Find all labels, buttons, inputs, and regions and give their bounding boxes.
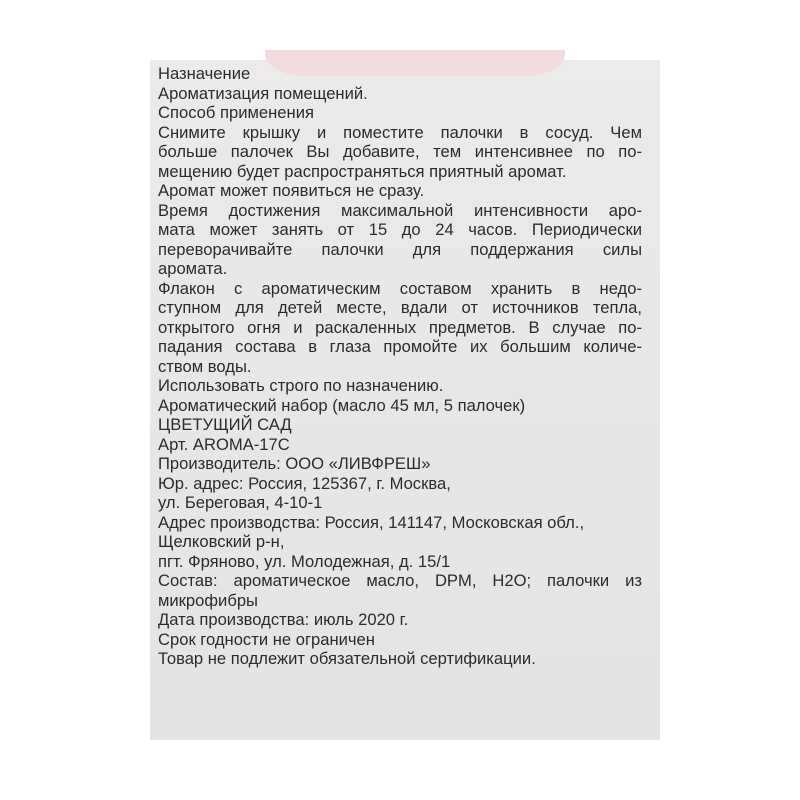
label-line: Время достижения максимальной интенсивности аро-	[158, 200, 642, 220]
label-line: Аромат может появиться не сразу.	[158, 181, 425, 200]
label-line: мата может занять от 15 до 24 часов. Периодически	[158, 220, 642, 239]
label-line: Состав: ароматическое масло, DPM, H2O; палочки из	[158, 571, 642, 590]
label-line: Срок годности не ограничен	[158, 629, 375, 649]
label-line: Товар не подлежит обязательной сертификации.	[158, 649, 536, 668]
label-line: Снимите крышку и поместите палочки в сосуд. Чем	[158, 122, 642, 142]
label-line: микрофибры	[158, 590, 258, 610]
label-line: Флакон с ароматическим составом хранить в недо-	[158, 278, 642, 298]
label-line: пгт. Фряново, ул. Молодежная, д. 15/1	[158, 551, 451, 571]
label-line: открытого огня и раскаленных предметов. В случае по-	[158, 317, 642, 337]
label-line: Ароматический набор (масло 45 мл, 5 палочек)	[158, 395, 526, 415]
label-line: Арт. AROMA-17C	[158, 434, 290, 454]
label-line: Дата производства: июль 2020 г.	[158, 610, 409, 629]
label-line: Производитель: ООО «ЛИВФРЕШ»	[158, 454, 431, 473]
label-line: Использовать строго по назначению.	[158, 376, 444, 395]
label-line: Способ применения	[158, 103, 314, 122]
label-line: больше палочек Вы добавите, тем интенсивнее по по-	[158, 142, 642, 161]
label-line: переворачивайте палочки для поддержания силы	[158, 239, 642, 259]
label-line: падания состава в глаза промойте их большим количе-	[158, 337, 642, 356]
label-line: Ароматизация помещений.	[158, 83, 368, 103]
label-line: Назначение	[158, 64, 251, 83]
label-line: Юр. адрес: Россия, 125367, г. Москва,	[158, 473, 451, 493]
label-text-block	[158, 64, 642, 669]
label-line: ул. Береговая, 4-10-1	[158, 493, 323, 512]
label-line: Щелковский р-н,	[158, 532, 285, 551]
label-line: ством воды.	[158, 356, 252, 376]
label-line: ЦВЕТУЩИЙ САД	[158, 415, 292, 434]
label-line: Адрес производства: Россия, 141147, Московская обл.,	[158, 512, 585, 532]
label-line: ступном для детей месте, вдали от источников тепла,	[158, 298, 642, 317]
label-line: аромата.	[158, 259, 228, 278]
label-line: мещению будет распространяться приятный аромат.	[158, 161, 567, 181]
